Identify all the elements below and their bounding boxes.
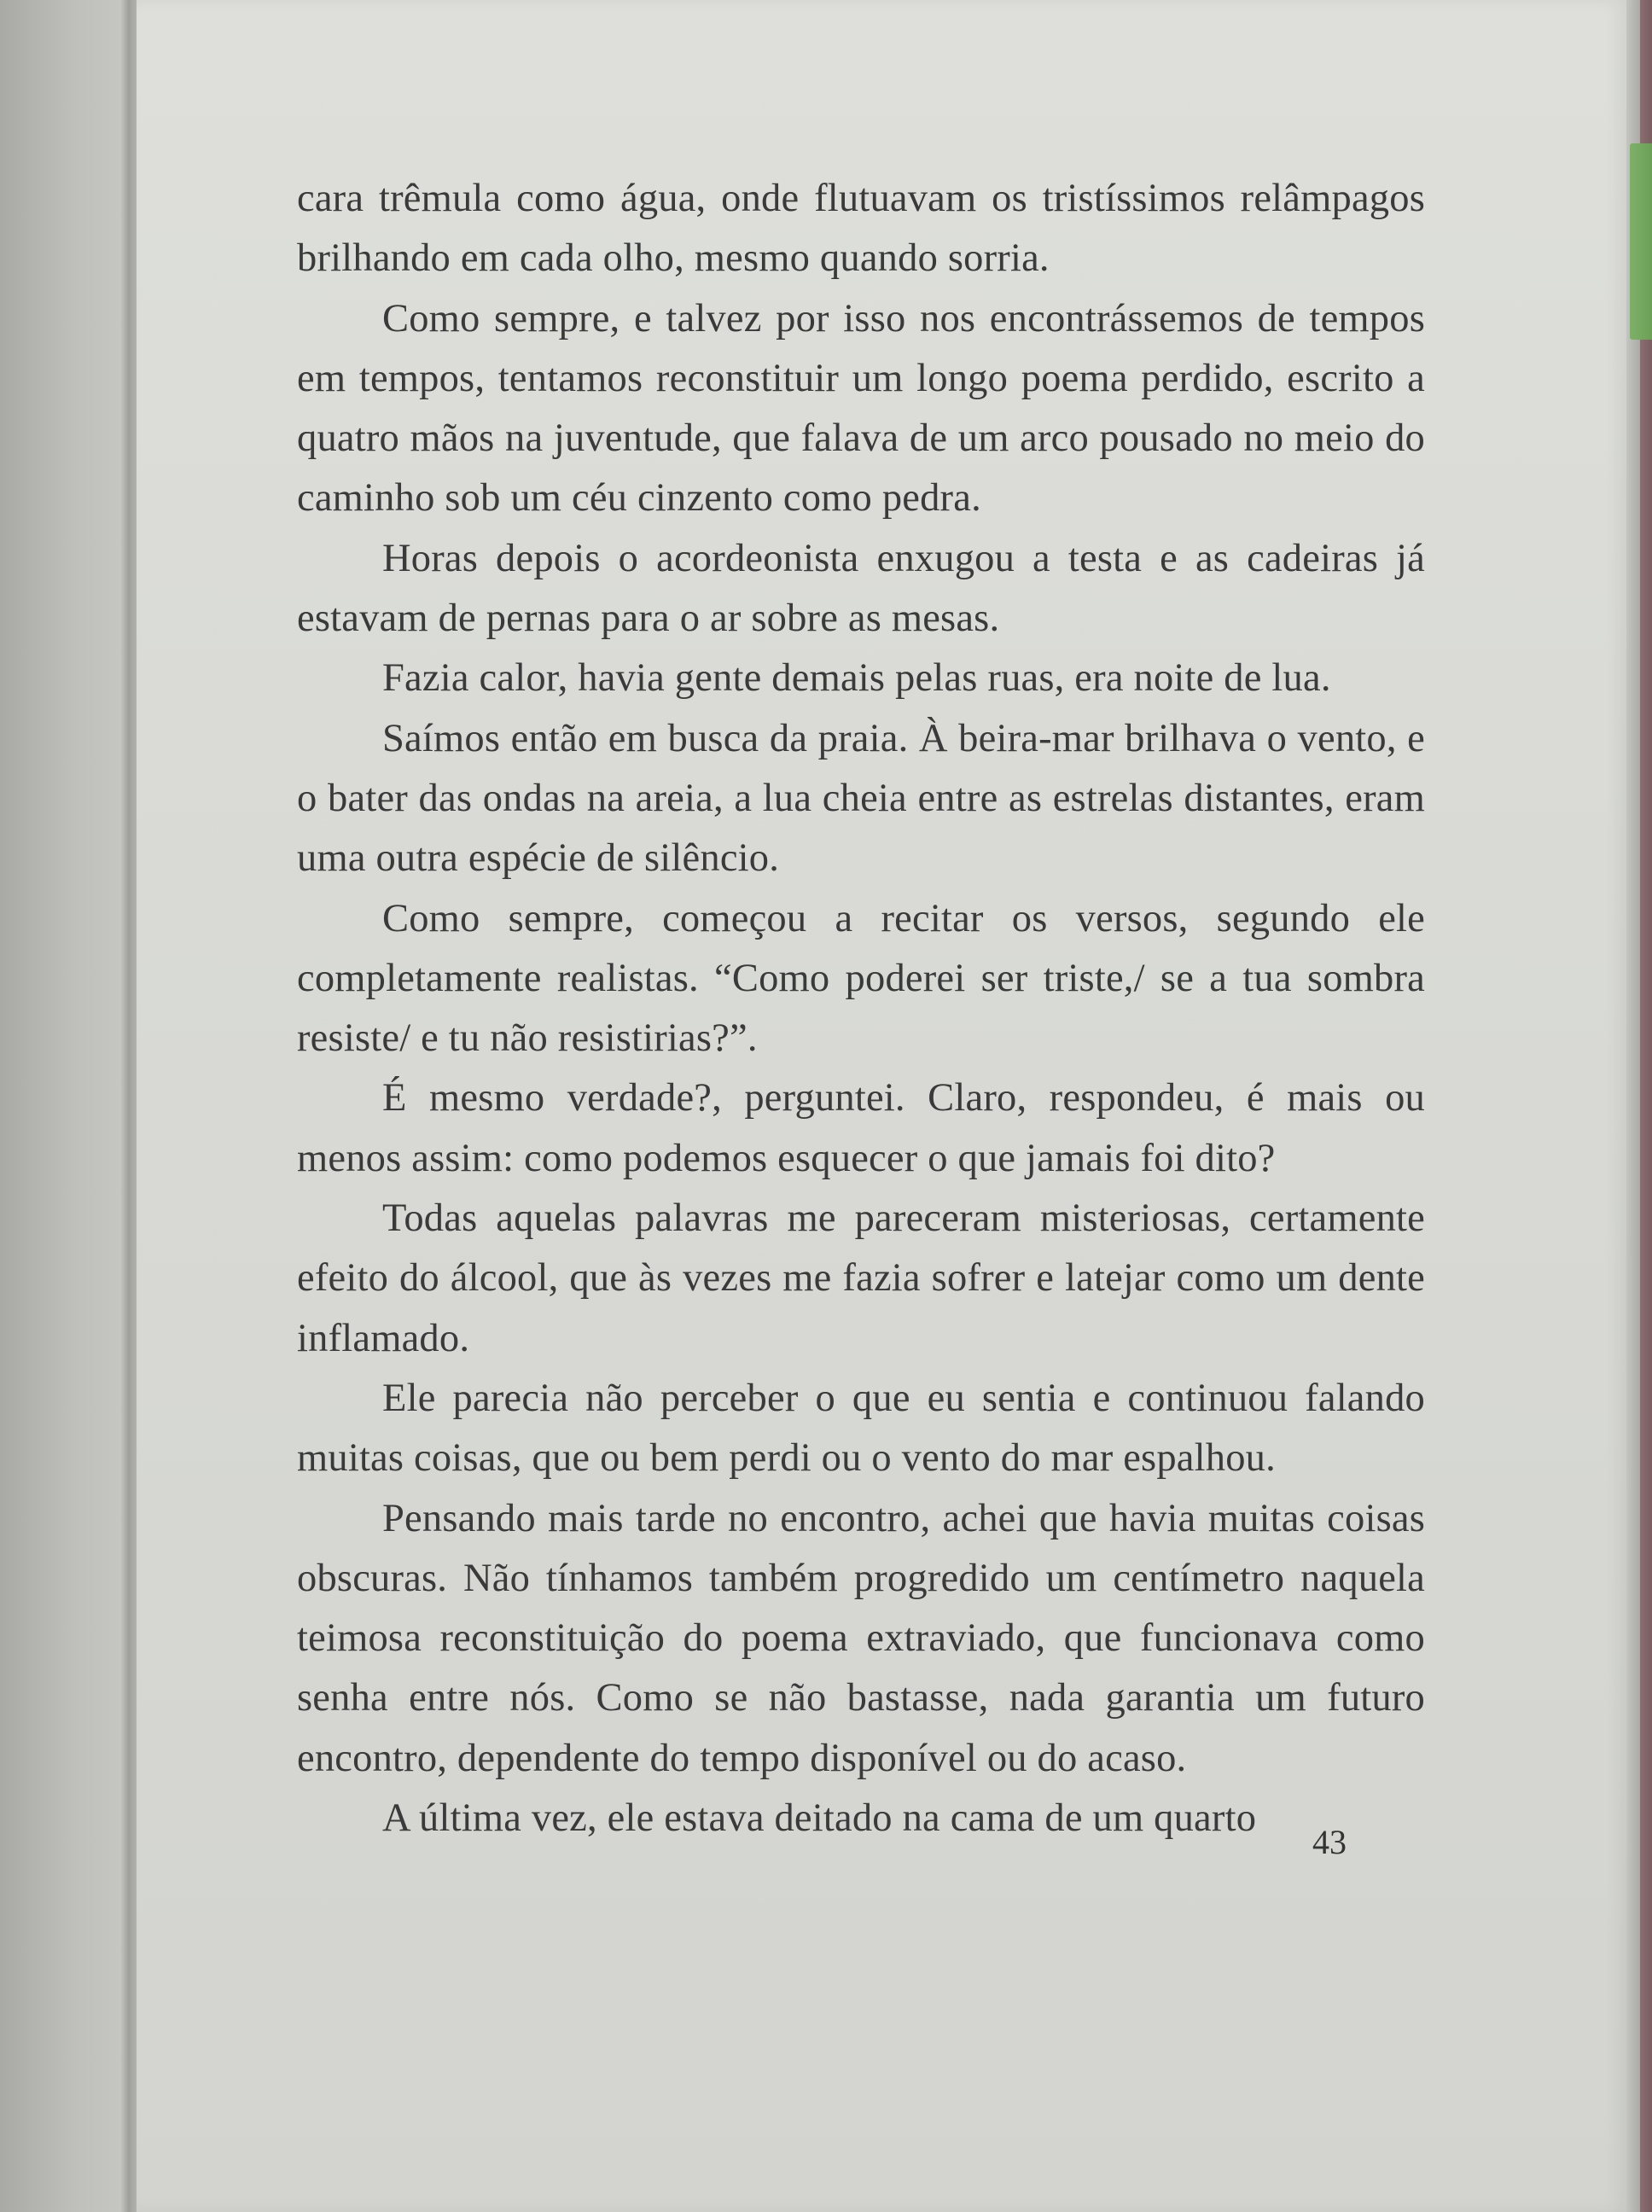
paragraph: Como sempre, e talvez por isso nos encontrássemos de tempos em tempos, tentamos reconstituir um longo poema perdido, escrito a quatro mãos na juventude, que falava de um arco pousado no meio do caminho sob um céu cinzento como pedra. xyxy=(297,296,1425,521)
body-text xyxy=(297,169,1425,1848)
paragraph: Saímos então em busca da praia. À beira-mar brilhava o vento, e o bater das ondas na areia, a lua cheia entre as estrelas distantes, eram uma outra espécie de silêncio. xyxy=(297,716,1425,881)
paragraph: É mesmo verdade?, perguntei. Claro, respondeu, é mais ou menos assim: como podemos esquecer o que jamais foi dito? xyxy=(297,1076,1425,1180)
paragraph: Como sempre, começou a recitar os versos, segundo ele completamente realistas. “Como poderei ser triste,/ se a tua sombra resiste/ e tu não resistirias?”. xyxy=(297,896,1425,1061)
paragraph: Todas aquelas palavras me pareceram misteriosas, certamente efeito do álcool, que às vezes me fazia sofrer e latejar como um dente inflamado. xyxy=(297,1196,1425,1360)
bookmark-tab xyxy=(1630,143,1652,340)
paragraph: A última vez, ele estava deitado na cama de um quarto xyxy=(382,1796,1257,1841)
left-page-edge xyxy=(0,0,128,2212)
page-number: 43 xyxy=(1312,1823,1347,1861)
paragraph: Ele parecia não perceber o que eu sentia e continuou falando muitas coisas, que ou bem perdi ou o vento do mar espalhou. xyxy=(297,1376,1425,1481)
paragraph: Pensando mais tarde no encontro, achei que havia muitas coisas obscuras. Não tínhamos também progredido um centímetro naquela teimosa reconstituição do poema extraviado, que funcionava como senha entre nós. Como se não bastasse, nada garantia um futuro encontro, dependente do tempo disponível ou do acaso. xyxy=(297,1496,1425,1780)
paragraph: Horas depois o acordeonista enxugou a testa e as cadeiras já estavam de pernas para o ar sobre as mesas. xyxy=(297,536,1425,641)
paragraph: cara trêmula como água, onde flutuavam os tristíssimos relâmpagos brilhando em cada olho, mesmo quando sorria. xyxy=(297,177,1425,281)
paragraph: Fazia calor, havia gente demais pelas ruas, era noite de lua. xyxy=(382,656,1331,701)
